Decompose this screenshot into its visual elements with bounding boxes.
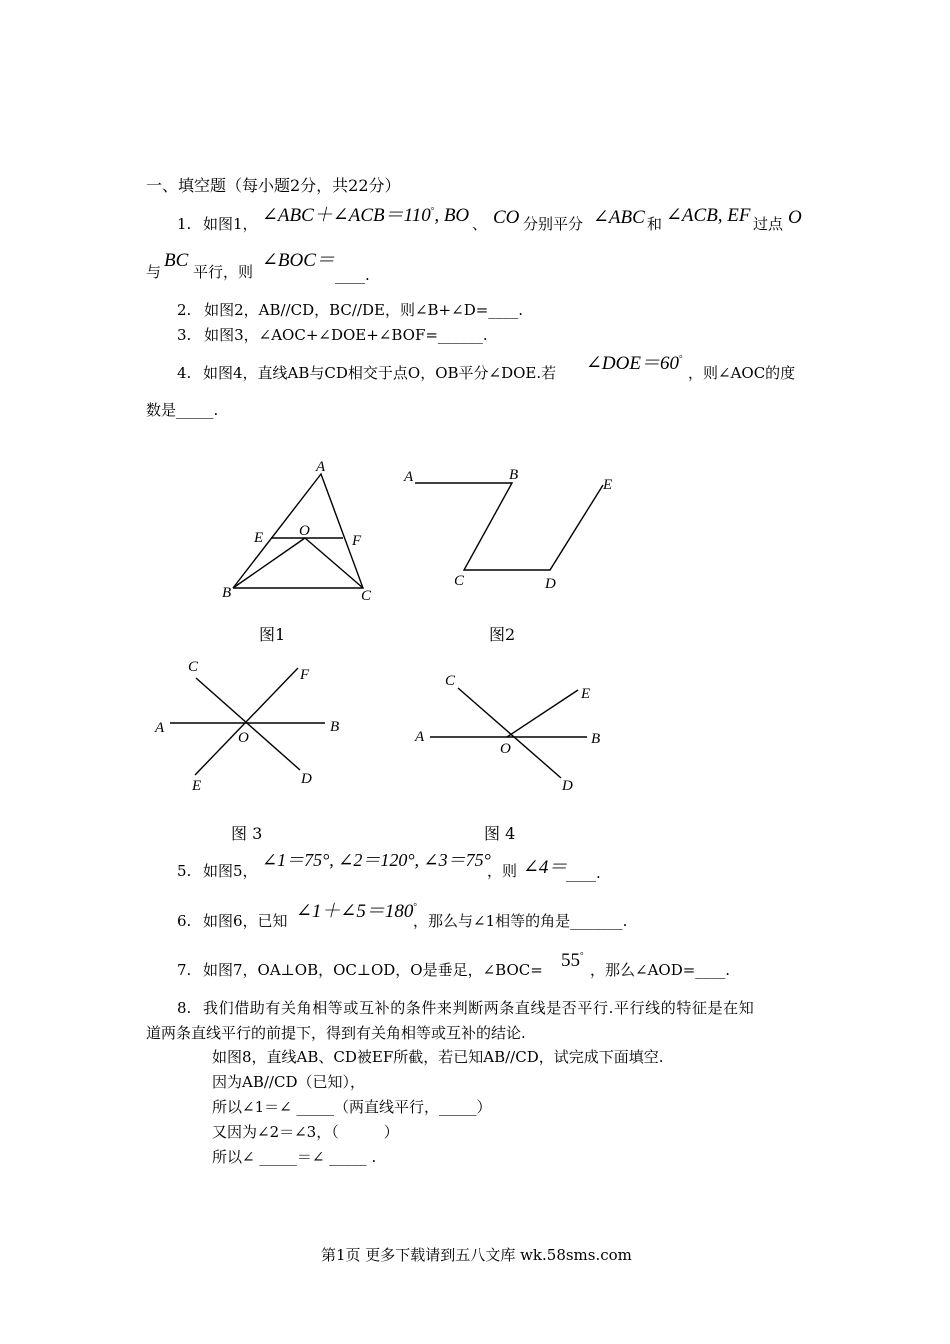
- q1-text-3: 分别平分: [523, 215, 584, 233]
- q1-math-4: ∠ABC: [593, 207, 645, 228]
- fig1-caption: 图1: [259, 625, 286, 644]
- fig3-label-f: F: [300, 667, 310, 683]
- q4-number: 4.: [177, 364, 192, 382]
- fig3-label-d: D: [301, 771, 312, 787]
- fig4-label-b: B: [591, 731, 601, 747]
- q1-math-8: ∠BOC＝: [262, 250, 335, 271]
- fig4-label-d: D: [562, 778, 573, 794]
- fig3-line-ef: [195, 668, 298, 775]
- q7-text-2: ，那么∠AOD=____.: [590, 961, 731, 979]
- q4-text-1: 如图4，直线AB与CD相交于点O，OB平分∠DOE.若: [203, 364, 557, 382]
- q1-math-6: O: [788, 207, 802, 228]
- fig2-label-a: A: [404, 469, 414, 485]
- q5-text-2: ，则: [487, 862, 518, 880]
- q8-line-4: 因为AB//CD（已知），: [212, 1073, 365, 1091]
- q1-text-2: 、: [472, 215, 488, 233]
- q1-text-6: 与: [146, 263, 162, 281]
- q8-line-1: 我们借助有关角相等或互补的条件来判断两条直线是否平行.平行线的特征是在知: [203, 999, 755, 1017]
- q6-text-1: 如图6，已知: [203, 912, 288, 930]
- q7-number: 7.: [177, 961, 192, 979]
- q3-text: 如图3，∠AOC+∠DOE+∠BOF=______.: [204, 326, 488, 344]
- fig3-label-a: A: [155, 720, 165, 736]
- fig4-caption: 图 4: [484, 824, 516, 843]
- q7-math: 55°: [561, 950, 584, 971]
- q3-number: 3.: [177, 326, 192, 344]
- q7-text-1: 如图7，OA⊥OB，OC⊥OD，O是垂足，∠BOC=: [203, 961, 543, 979]
- q1-math-3: CO: [493, 207, 520, 228]
- fig3-line-cd: [196, 678, 300, 770]
- q5-math-2: ∠4＝: [523, 857, 568, 878]
- section-title: 一、填空题（每小题2分，共22分）: [146, 176, 401, 195]
- figure-2: [403, 467, 612, 592]
- fig3-label-b: B: [330, 719, 340, 735]
- q8-line-7: 所以∠ _____＝∠ _____ .: [212, 1148, 377, 1166]
- q6-number: 6.: [177, 912, 192, 930]
- q8-line-2: 道两条直线平行的前提下，得到有关角相等或互补的结论.: [146, 1024, 526, 1042]
- fig2-caption: 图2: [489, 625, 516, 644]
- q5-text-1: 如图5，: [203, 862, 258, 880]
- fig3-label-e: E: [192, 778, 202, 794]
- q2-text: 如图2，AB//CD，BC//DE，则∠B+∠D=____.: [204, 301, 524, 319]
- fig4-line-cd: [458, 688, 561, 778]
- q1-math-5: ∠ACB, EF: [666, 205, 751, 226]
- fig4-label-e: E: [581, 686, 591, 702]
- fig3-label-o: O: [238, 730, 249, 746]
- figure-1: [222, 459, 372, 604]
- q1-text-7: 平行，则: [193, 263, 254, 281]
- page-footer: 第1页 更多下载请到五八文库 wk.58sms.com: [321, 1246, 632, 1264]
- figure-4: [414, 673, 600, 794]
- fig1-label-a: A: [316, 459, 326, 475]
- q8-line-3: 如图8，直线AB、CD被EF所截，若已知AB//CD，试完成下面填空.: [212, 1048, 664, 1066]
- q1-math-1: ∠ABC＋∠ACB＝110°, BO: [262, 205, 470, 226]
- fig4-label-a: A: [415, 729, 425, 745]
- q8-line-5: 所以∠1＝∠ _____（两直线平行，_____）: [212, 1098, 492, 1116]
- fig4-line-oe: [507, 690, 578, 737]
- q1-math-7: BC: [164, 250, 189, 271]
- fig4-label-o: O: [500, 741, 511, 757]
- q1-text-5: 过点: [753, 215, 784, 233]
- fig1-label-f: F: [352, 533, 362, 549]
- q1-number: 1.: [177, 215, 192, 233]
- fig2-label-b: B: [509, 467, 519, 483]
- q5-number: 5.: [177, 862, 192, 880]
- fig2-label-c: C: [454, 573, 465, 589]
- fig1-label-o: O: [299, 523, 310, 539]
- q6-text-2: ，那么与∠1相等的角是_______.: [413, 912, 628, 930]
- q2-number: 2.: [177, 301, 192, 319]
- fig3-caption: 图 3: [231, 824, 263, 843]
- fig2-polyline: [415, 483, 603, 570]
- q4-math: ∠DOE＝60°: [586, 353, 683, 374]
- q8-line-6: 又因为∠2＝∠3，（ ）: [212, 1123, 399, 1141]
- q6-math: ∠1＋∠5＝180°: [296, 901, 417, 922]
- figure-3: [154, 659, 339, 794]
- fig3-label-c: C: [188, 659, 199, 675]
- q4-text-2: ，则∠AOC的度: [688, 364, 796, 382]
- fig1-line-bo: [233, 538, 305, 588]
- fig2-label-e: E: [603, 477, 613, 493]
- fig1-label-e: E: [254, 530, 264, 546]
- fig1-label-b: B: [222, 585, 232, 601]
- fig1-label-c: C: [361, 588, 372, 604]
- q8-number: 8.: [177, 999, 192, 1017]
- q1-blank: ____.: [335, 266, 370, 284]
- fig2-label-d: D: [545, 576, 556, 592]
- q1-text-1: 如图1，: [203, 215, 258, 233]
- q1-text-4: 和: [647, 215, 663, 233]
- q5-math: ∠1＝75°, ∠2＝120°, ∠3＝75°: [262, 850, 491, 870]
- q5-blank: ____.: [566, 864, 601, 882]
- q4-text-3: 数是_____.: [146, 401, 219, 419]
- fig4-label-c: C: [445, 673, 456, 689]
